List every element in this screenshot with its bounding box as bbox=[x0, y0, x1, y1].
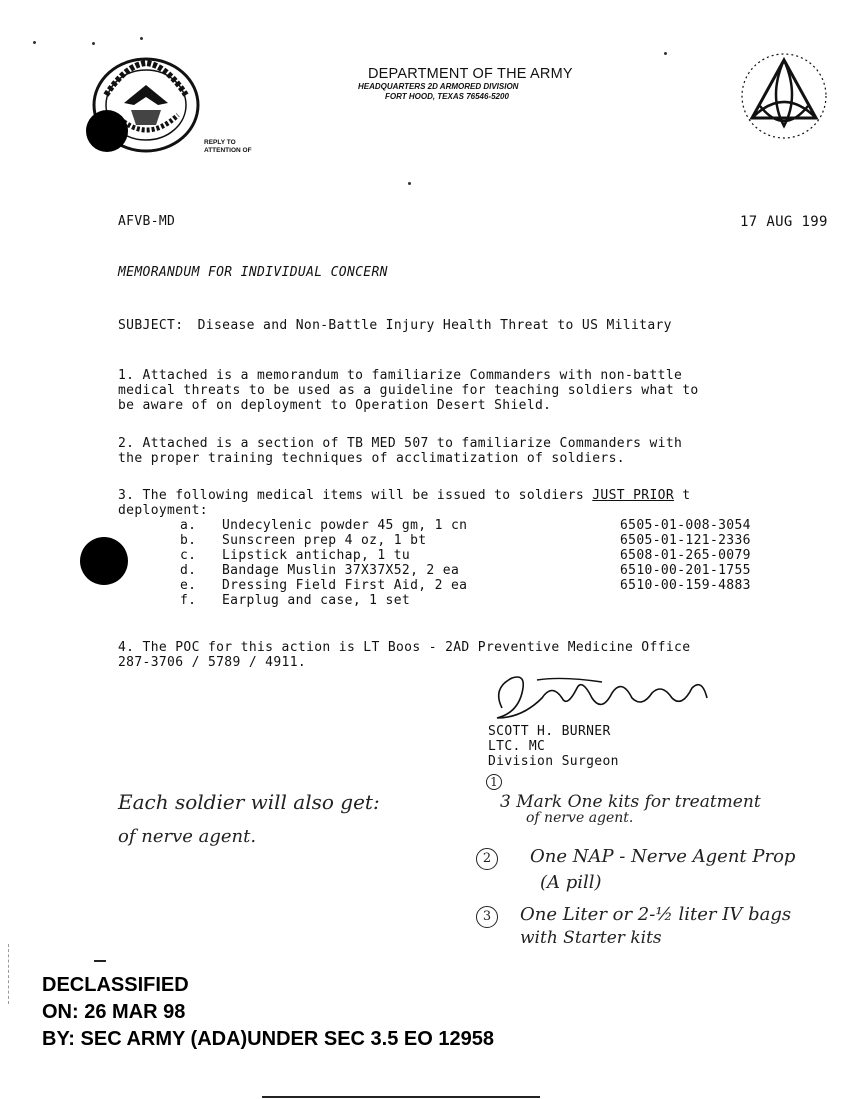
declassified-authority: BY: SEC ARMY (ADA)UNDER SEC 3.5 EO 12958 bbox=[42, 1028, 494, 1050]
office-symbol: AFVB-MD bbox=[118, 214, 176, 229]
signer-name: SCOTT H. BURNER bbox=[488, 724, 611, 739]
handwritten-number-3: 3 bbox=[476, 906, 498, 928]
paragraph-1-line: 1. Attached is a memorandum to familiarize Commanders with non-battle bbox=[118, 368, 683, 383]
item-nsn: 6510-00-159-4883 bbox=[620, 578, 751, 593]
paragraph-1-line: medical threats to be used as a guideline for teaching soldiers what to bbox=[118, 383, 699, 398]
table-row bbox=[180, 563, 751, 578]
item-description: Sunscreen prep 4 oz, 1 bt bbox=[222, 533, 427, 548]
signature-block bbox=[488, 724, 619, 769]
just-prior-emphasis: JUST PRIOR bbox=[592, 488, 675, 503]
scan-speck bbox=[408, 182, 411, 185]
letterhead-address: FORT HOOD, TEXAS 76546-5200 bbox=[385, 92, 509, 101]
item-nsn: 6505-01-008-3054 bbox=[620, 518, 751, 533]
item-description: Bandage Muslin 37X37X52, 2 ea bbox=[222, 563, 460, 578]
item-letter: f. bbox=[180, 593, 197, 608]
handwritten-item-3: One Liter or 2-½ liter IV bags bbox=[520, 904, 792, 925]
scan-speck bbox=[33, 41, 36, 44]
item-nsn: 6505-01-121-2336 bbox=[620, 533, 751, 548]
subject-line bbox=[118, 318, 672, 333]
punch-hole-dot bbox=[80, 537, 128, 585]
medical-items-table bbox=[180, 518, 751, 608]
handwritten-item-2-cont: (A pill) bbox=[540, 872, 602, 893]
signer-title: Division Surgeon bbox=[488, 754, 619, 769]
paragraph-4-line: 4. The POC for this action is LT Boos - 2AD Preventive Medicine Office bbox=[118, 640, 691, 655]
paragraph-3-line bbox=[118, 488, 690, 503]
punch-hole-dot bbox=[86, 110, 128, 152]
handwritten-number-1: 1 bbox=[486, 774, 502, 790]
scan-speck bbox=[664, 52, 667, 55]
letterhead-dept: DEPARTMENT OF THE ARMY bbox=[368, 66, 573, 82]
declassified-label: DECLASSIFIED bbox=[42, 974, 189, 996]
item-description: Undecylenic powder 45 gm, 1 cn bbox=[222, 518, 468, 533]
paragraph-1-line: be aware of on deployment to Operation Desert Shield. bbox=[118, 398, 552, 413]
short-dash-mark bbox=[94, 960, 106, 962]
letterhead-hq: HEADQUARTERS 2D ARMORED DIVISION bbox=[358, 82, 519, 91]
left-edge-mark bbox=[8, 944, 10, 1004]
item-nsn bbox=[620, 593, 751, 608]
declassification-stamp bbox=[42, 972, 494, 1053]
paragraph-2-line: 2. Attached is a section of TB MED 507 to familiarize Commanders with bbox=[118, 436, 683, 451]
paragraph-2-line: the proper training techniques of acclimatization of soldiers. bbox=[118, 451, 625, 466]
table-row bbox=[180, 593, 751, 608]
paragraph-3-text: 3. The following medical items will be issued to soldiers bbox=[118, 488, 593, 503]
paragraph-4-line: 287-3706 / 5789 / 4911. bbox=[118, 655, 307, 670]
item-letter: a. bbox=[180, 518, 197, 533]
reply-to-label: REPLY TO bbox=[204, 139, 236, 146]
table-row bbox=[180, 533, 751, 548]
paragraph-3-line: deployment: bbox=[118, 503, 208, 518]
handwritten-item-1-cont: of nerve agent. bbox=[526, 810, 634, 826]
bottom-edge-line bbox=[262, 1096, 540, 1098]
signer-rank: LTC. MC bbox=[488, 739, 546, 754]
subject-text: Disease and Non-Battle Injury Health Threat to US Military bbox=[197, 318, 672, 333]
handwritten-item-1: 3 Mark One kits for treatment bbox=[500, 792, 761, 812]
paragraph-3-text-end: t bbox=[674, 488, 691, 503]
item-description: Earplug and case, 1 set bbox=[222, 593, 411, 608]
declassified-date: ON: 26 MAR 98 bbox=[42, 1001, 186, 1023]
item-letter: e. bbox=[180, 578, 197, 593]
subject-label: SUBJECT: bbox=[118, 318, 184, 333]
item-nsn: 6510-00-201-1755 bbox=[620, 563, 751, 578]
handwritten-intro: Each soldier will also get: bbox=[118, 790, 380, 814]
item-letter: b. bbox=[180, 533, 197, 548]
handwritten-signature bbox=[482, 668, 722, 728]
table-row bbox=[180, 578, 751, 593]
scan-speck bbox=[92, 42, 95, 45]
paragraph-1 bbox=[118, 368, 699, 413]
handwritten-item-3-cont: with Starter kits bbox=[520, 928, 662, 948]
memo-date: 17 AUG 199 bbox=[740, 214, 828, 230]
division-crest-seal bbox=[738, 46, 830, 146]
handwritten-intro-cont: of nerve agent. bbox=[118, 826, 257, 847]
memo-for: MEMORANDUM FOR INDIVIDUAL CONCERN bbox=[118, 265, 388, 280]
item-letter: c. bbox=[180, 548, 197, 563]
item-letter: d. bbox=[180, 563, 197, 578]
table-row bbox=[180, 548, 751, 563]
handwritten-item-2: One NAP - Nerve Agent Prop bbox=[530, 846, 796, 867]
paragraph-3 bbox=[118, 488, 690, 518]
item-nsn: 6508-01-265-0079 bbox=[620, 548, 751, 563]
item-description: Lipstick antichap, 1 tu bbox=[222, 548, 411, 563]
handwritten-number-2: 2 bbox=[476, 848, 498, 870]
table-row bbox=[180, 518, 751, 533]
paragraph-4 bbox=[118, 640, 690, 670]
scan-speck bbox=[140, 37, 143, 40]
paragraph-2 bbox=[118, 436, 682, 466]
attention-of-label: ATTENTION OF bbox=[204, 147, 252, 154]
item-description: Dressing Field First Aid, 2 ea bbox=[222, 578, 468, 593]
